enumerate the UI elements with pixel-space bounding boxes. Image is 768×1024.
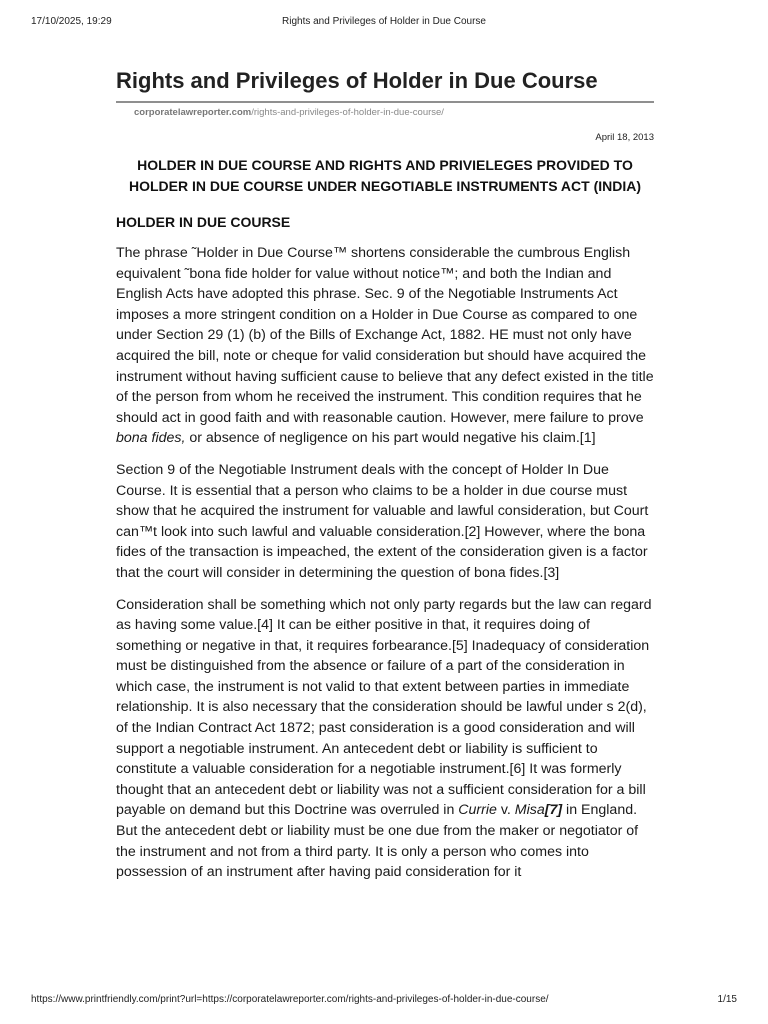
print-footer bbox=[31, 994, 737, 1010]
paragraph-1 bbox=[116, 243, 654, 449]
article bbox=[116, 66, 654, 883]
print-datetime: 17/10/2025, 19:29 bbox=[31, 16, 112, 27]
section-heading: HOLDER IN DUE COURSE bbox=[116, 214, 291, 230]
title-divider bbox=[116, 101, 654, 103]
source-path: /rights-and-privileges-of-holder-in-due-course/ bbox=[251, 107, 444, 118]
footnote-ref-7[interactable]: [7] bbox=[544, 802, 563, 819]
paragraph-1-italic: bona fides, bbox=[116, 430, 186, 447]
page-number: 1/15 bbox=[717, 994, 737, 1005]
paragraph-1-text: The phrase ˜Holder in Due Course™ shortens considerable the cumbrous English equivalent ˜bona fide holder for value without notice™; and both the Indian and English Acts have adopted this phrase. Sec. 9 of the Negotiable Instruments Act imposes a more stringent condition on a Holder in Due Course as compared to one under Section 29 (1) (b) of the Bills of Exchange Act, 1882. HE must not only have acquired the bill, note or cheque for valid consideration but should have acquired the instrument without having sufficient cause to believe that any defect existed in the title of the person from whom he received the instrument. This condition requires that he should act in good faith and with reasonable caution. However, mere failure to prove bbox=[116, 245, 654, 426]
publish-date: April 18, 2013 bbox=[595, 132, 654, 143]
case-versus: v. bbox=[496, 802, 515, 819]
paragraph-3 bbox=[116, 595, 654, 883]
print-page-title: Rights and Privileges of Holder in Due Course bbox=[282, 16, 486, 27]
print-header bbox=[31, 16, 737, 32]
article-heading: HOLDER IN DUE COURSE AND RIGHTS AND PRIVIELEGES PROVIDED TO HOLDER IN DUE COURSE UNDER NEGOTIABLE INSTRUMENTS ACT (INDIA) bbox=[128, 157, 642, 194]
paragraph-1-text-end: or absence of negligence on his part would negative his claim.[1] bbox=[185, 430, 596, 447]
paragraph-3-text-end: in England. But the antecedent debt or liability must be one due from the maker or negotiator of the instrument and not from a third party. It is only a person who comes into possession of an instrument after having paid consideration for it bbox=[116, 802, 639, 881]
case-name-misa: Misa bbox=[514, 802, 545, 819]
paragraph-2: Section 9 of the Negotiable Instrument deals with the concept of Holder In Due Course. It is essential that a person who claims to be a holder in due course must show that he acquired the instrument for valuable and lawful consideration, but Court can™t look into such lawful and valuable consideration.[2] However, where the bona fides of the transaction is impeached, the extent of the consideration given is a factor that the court will consider in determining the question of bona fides.[3] bbox=[116, 461, 649, 581]
case-name-currie: Currie bbox=[458, 802, 497, 819]
article-title: Rights and Privileges of Holder in Due Course bbox=[116, 68, 598, 93]
source-link[interactable] bbox=[134, 107, 654, 118]
paragraph-3-text: Consideration shall be something which not only party regards but the law can regard as having some value.[4] It can be either positive in that, it requires doing of something or negative in that, it requires forbearance.[5] Inadequacy of consideration must be distinguished from the absence or failure of a part of the consideration in which case, the instrument is not valid to that extent between parties in immediate relationship. It is also necessary that the consideration should be lawful under s 2(d), of the Indian Contract Act 1872; past consideration is a good consideration and will support a negotiable instrument. An antecedent debt or liability is sufficient to constitute a valuable consideration for a negotiable instrument.[6] It was formerly thought that an antecedent debt or liability was not a sufficient consideration for a bill payable on demand but this Doctrine was overruled in bbox=[116, 596, 652, 819]
print-url: https://www.printfriendly.com/print?url=https://corporatelawreporter.com/rights-and-privileges-of-holder-in-due-course/ bbox=[31, 994, 549, 1005]
source-domain: corporatelawreporter.com bbox=[134, 107, 252, 118]
